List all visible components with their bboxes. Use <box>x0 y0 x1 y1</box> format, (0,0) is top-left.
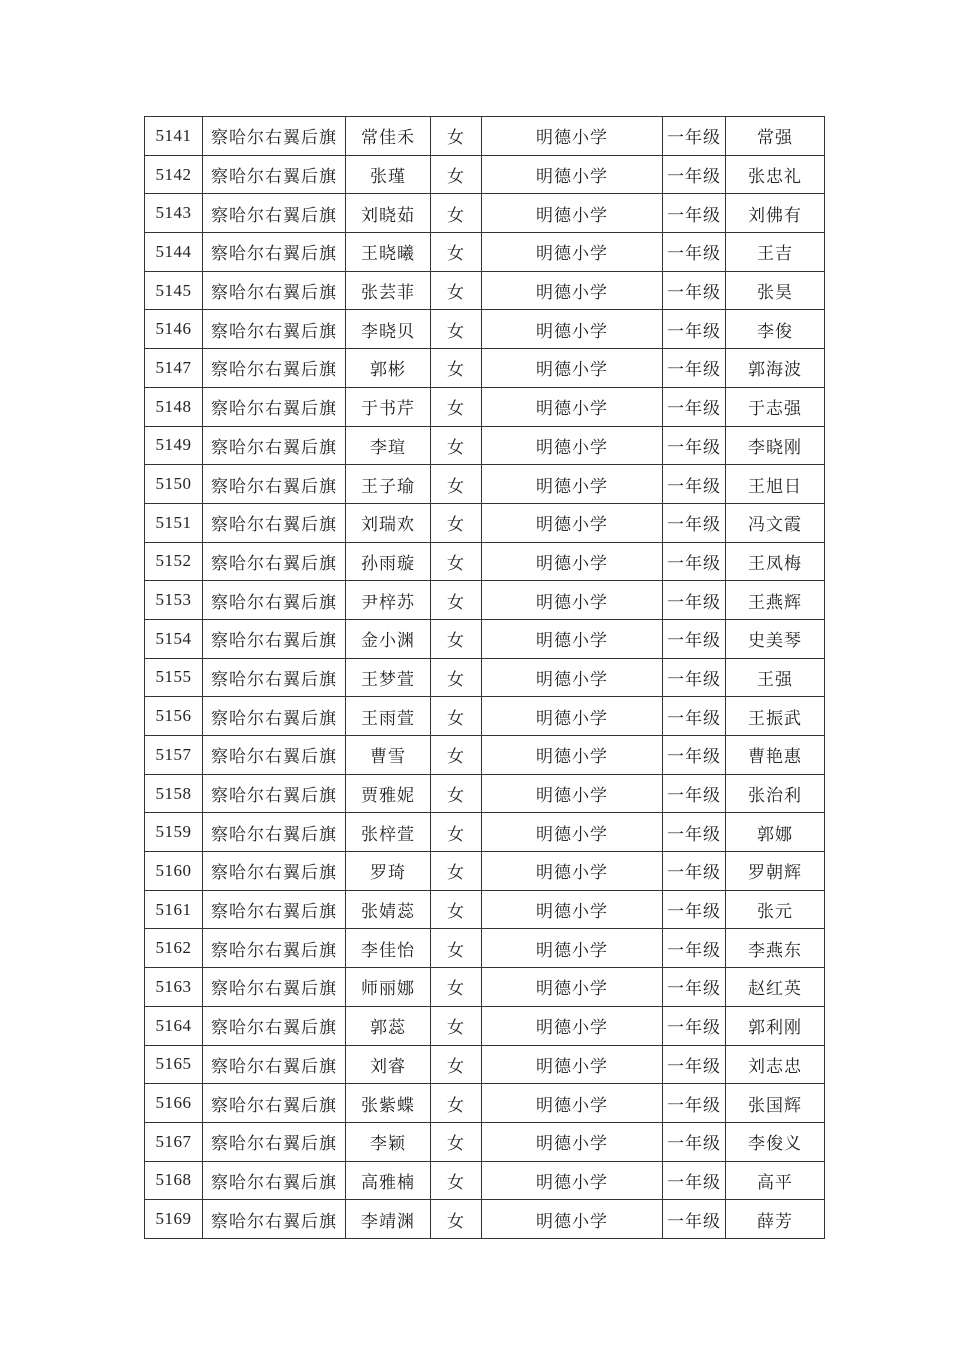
region-cell: 察哈尔右翼后旗 <box>203 1161 346 1200</box>
guardian-name-cell: 薛芳 <box>726 1200 825 1239</box>
gender-cell: 女 <box>431 890 482 929</box>
gender-cell: 女 <box>431 194 482 233</box>
student-name-cell: 尹梓苏 <box>346 581 431 620</box>
guardian-name-cell: 张忠礼 <box>726 155 825 194</box>
guardian-name-cell: 李晓刚 <box>726 426 825 465</box>
gender-cell: 女 <box>431 813 482 852</box>
gender-cell: 女 <box>431 1161 482 1200</box>
table-row <box>145 658 825 697</box>
school-cell: 明德小学 <box>482 1161 663 1200</box>
table-row <box>145 194 825 233</box>
gender-cell: 女 <box>431 581 482 620</box>
table-row <box>145 1200 825 1239</box>
guardian-name-cell: 张昊 <box>726 271 825 310</box>
school-cell: 明德小学 <box>482 929 663 968</box>
row-number-cell: 5169 <box>145 1200 203 1239</box>
student-name-cell: 王晓曦 <box>346 233 431 272</box>
student-name-cell: 师丽娜 <box>346 968 431 1007</box>
row-number-cell: 5146 <box>145 310 203 349</box>
gender-cell: 女 <box>431 852 482 891</box>
table-row <box>145 619 825 658</box>
row-number-cell: 5141 <box>145 117 203 156</box>
student-name-cell: 李靖渊 <box>346 1200 431 1239</box>
gender-cell: 女 <box>431 658 482 697</box>
row-number-cell: 5154 <box>145 619 203 658</box>
row-number-cell: 5159 <box>145 813 203 852</box>
grade-cell: 一年级 <box>663 1200 726 1239</box>
school-cell: 明德小学 <box>482 1045 663 1084</box>
grade-cell: 一年级 <box>663 194 726 233</box>
school-cell: 明德小学 <box>482 1084 663 1123</box>
table-row <box>145 233 825 272</box>
grade-cell: 一年级 <box>663 426 726 465</box>
school-cell: 明德小学 <box>482 387 663 426</box>
guardian-name-cell: 刘志忠 <box>726 1045 825 1084</box>
row-number-cell: 5156 <box>145 697 203 736</box>
school-cell: 明德小学 <box>482 1122 663 1161</box>
row-number-cell: 5158 <box>145 774 203 813</box>
table-row <box>145 155 825 194</box>
school-cell: 明德小学 <box>482 736 663 775</box>
school-cell: 明德小学 <box>482 697 663 736</box>
grade-cell: 一年级 <box>663 658 726 697</box>
gender-cell: 女 <box>431 1084 482 1123</box>
region-cell: 察哈尔右翼后旗 <box>203 349 346 388</box>
gender-cell: 女 <box>431 1006 482 1045</box>
table-row <box>145 890 825 929</box>
table-row <box>145 1084 825 1123</box>
school-cell: 明德小学 <box>482 155 663 194</box>
grade-cell: 一年级 <box>663 581 726 620</box>
school-cell: 明德小学 <box>482 465 663 504</box>
gender-cell: 女 <box>431 1045 482 1084</box>
guardian-name-cell: 高平 <box>726 1161 825 1200</box>
guardian-name-cell: 王燕辉 <box>726 581 825 620</box>
gender-cell: 女 <box>431 736 482 775</box>
student-name-cell: 李晓贝 <box>346 310 431 349</box>
school-cell: 明德小学 <box>482 852 663 891</box>
grade-cell: 一年级 <box>663 1084 726 1123</box>
table-row <box>145 968 825 1007</box>
grade-cell: 一年级 <box>663 233 726 272</box>
gender-cell: 女 <box>431 929 482 968</box>
region-cell: 察哈尔右翼后旗 <box>203 310 346 349</box>
student-name-cell: 刘瑞欢 <box>346 503 431 542</box>
table-row <box>145 426 825 465</box>
gender-cell: 女 <box>431 503 482 542</box>
region-cell: 察哈尔右翼后旗 <box>203 581 346 620</box>
gender-cell: 女 <box>431 697 482 736</box>
grade-cell: 一年级 <box>663 349 726 388</box>
student-name-cell: 王雨萱 <box>346 697 431 736</box>
school-cell: 明德小学 <box>482 968 663 1007</box>
grade-cell: 一年级 <box>663 465 726 504</box>
region-cell: 察哈尔右翼后旗 <box>203 387 346 426</box>
school-cell: 明德小学 <box>482 1200 663 1239</box>
region-cell: 察哈尔右翼后旗 <box>203 658 346 697</box>
guardian-name-cell: 郭娜 <box>726 813 825 852</box>
region-cell: 察哈尔右翼后旗 <box>203 194 346 233</box>
guardian-name-cell: 王旭日 <box>726 465 825 504</box>
table-row <box>145 929 825 968</box>
region-cell: 察哈尔右翼后旗 <box>203 233 346 272</box>
guardian-name-cell: 张治利 <box>726 774 825 813</box>
grade-cell: 一年级 <box>663 155 726 194</box>
school-cell: 明德小学 <box>482 194 663 233</box>
grade-cell: 一年级 <box>663 503 726 542</box>
table-row <box>145 310 825 349</box>
student-roster-table <box>144 116 825 1239</box>
row-number-cell: 5152 <box>145 542 203 581</box>
region-cell: 察哈尔右翼后旗 <box>203 117 346 156</box>
row-number-cell: 5151 <box>145 503 203 542</box>
grade-cell: 一年级 <box>663 1006 726 1045</box>
guardian-name-cell: 张国辉 <box>726 1084 825 1123</box>
region-cell: 察哈尔右翼后旗 <box>203 697 346 736</box>
row-number-cell: 5148 <box>145 387 203 426</box>
table-row <box>145 1045 825 1084</box>
gender-cell: 女 <box>431 349 482 388</box>
gender-cell: 女 <box>431 117 482 156</box>
student-name-cell: 张瑾 <box>346 155 431 194</box>
student-name-cell: 李佳怡 <box>346 929 431 968</box>
roster-body <box>145 117 825 1239</box>
grade-cell: 一年级 <box>663 697 726 736</box>
guardian-name-cell: 于志强 <box>726 387 825 426</box>
table-row <box>145 1122 825 1161</box>
school-cell: 明德小学 <box>482 233 663 272</box>
student-name-cell: 罗琦 <box>346 852 431 891</box>
row-number-cell: 5162 <box>145 929 203 968</box>
table-row <box>145 387 825 426</box>
region-cell: 察哈尔右翼后旗 <box>203 774 346 813</box>
guardian-name-cell: 史美琴 <box>726 619 825 658</box>
guardian-name-cell: 罗朝辉 <box>726 852 825 891</box>
grade-cell: 一年级 <box>663 890 726 929</box>
school-cell: 明德小学 <box>482 271 663 310</box>
school-cell: 明德小学 <box>482 1006 663 1045</box>
row-number-cell: 5144 <box>145 233 203 272</box>
student-name-cell: 曹雪 <box>346 736 431 775</box>
row-number-cell: 5167 <box>145 1122 203 1161</box>
guardian-name-cell: 王振武 <box>726 697 825 736</box>
gender-cell: 女 <box>431 387 482 426</box>
grade-cell: 一年级 <box>663 774 726 813</box>
table-row <box>145 697 825 736</box>
gender-cell: 女 <box>431 1122 482 1161</box>
school-cell: 明德小学 <box>482 890 663 929</box>
grade-cell: 一年级 <box>663 852 726 891</box>
student-name-cell: 高雅楠 <box>346 1161 431 1200</box>
student-name-cell: 于书芹 <box>346 387 431 426</box>
school-cell: 明德小学 <box>482 774 663 813</box>
guardian-name-cell: 王凤梅 <box>726 542 825 581</box>
guardian-name-cell: 郭海波 <box>726 349 825 388</box>
table-row <box>145 581 825 620</box>
row-number-cell: 5160 <box>145 852 203 891</box>
school-cell: 明德小学 <box>482 426 663 465</box>
row-number-cell: 5164 <box>145 1006 203 1045</box>
region-cell: 察哈尔右翼后旗 <box>203 929 346 968</box>
table-row <box>145 774 825 813</box>
table-row <box>145 349 825 388</box>
gender-cell: 女 <box>431 1200 482 1239</box>
student-name-cell: 王梦萱 <box>346 658 431 697</box>
student-name-cell: 郭蕊 <box>346 1006 431 1045</box>
region-cell: 察哈尔右翼后旗 <box>203 465 346 504</box>
row-number-cell: 5147 <box>145 349 203 388</box>
row-number-cell: 5166 <box>145 1084 203 1123</box>
table-row <box>145 852 825 891</box>
gender-cell: 女 <box>431 465 482 504</box>
row-number-cell: 5163 <box>145 968 203 1007</box>
row-number-cell: 5145 <box>145 271 203 310</box>
guardian-name-cell: 李俊义 <box>726 1122 825 1161</box>
grade-cell: 一年级 <box>663 387 726 426</box>
school-cell: 明德小学 <box>482 503 663 542</box>
grade-cell: 一年级 <box>663 310 726 349</box>
region-cell: 察哈尔右翼后旗 <box>203 852 346 891</box>
school-cell: 明德小学 <box>482 619 663 658</box>
student-name-cell: 张婧蕊 <box>346 890 431 929</box>
guardian-name-cell: 李俊 <box>726 310 825 349</box>
guardian-name-cell: 张元 <box>726 890 825 929</box>
guardian-name-cell: 曹艳惠 <box>726 736 825 775</box>
gender-cell: 女 <box>431 155 482 194</box>
region-cell: 察哈尔右翼后旗 <box>203 968 346 1007</box>
region-cell: 察哈尔右翼后旗 <box>203 1006 346 1045</box>
region-cell: 察哈尔右翼后旗 <box>203 1084 346 1123</box>
row-number-cell: 5149 <box>145 426 203 465</box>
grade-cell: 一年级 <box>663 271 726 310</box>
grade-cell: 一年级 <box>663 968 726 1007</box>
row-number-cell: 5142 <box>145 155 203 194</box>
grade-cell: 一年级 <box>663 736 726 775</box>
grade-cell: 一年级 <box>663 813 726 852</box>
region-cell: 察哈尔右翼后旗 <box>203 1122 346 1161</box>
grade-cell: 一年级 <box>663 619 726 658</box>
gender-cell: 女 <box>431 619 482 658</box>
row-number-cell: 5161 <box>145 890 203 929</box>
student-name-cell: 李瑄 <box>346 426 431 465</box>
grade-cell: 一年级 <box>663 542 726 581</box>
grade-cell: 一年级 <box>663 117 726 156</box>
table-row <box>145 271 825 310</box>
row-number-cell: 5157 <box>145 736 203 775</box>
student-name-cell: 张紫蝶 <box>346 1084 431 1123</box>
table-row <box>145 117 825 156</box>
gender-cell: 女 <box>431 310 482 349</box>
region-cell: 察哈尔右翼后旗 <box>203 890 346 929</box>
region-cell: 察哈尔右翼后旗 <box>203 619 346 658</box>
region-cell: 察哈尔右翼后旗 <box>203 1045 346 1084</box>
grade-cell: 一年级 <box>663 1161 726 1200</box>
student-name-cell: 王子瑜 <box>346 465 431 504</box>
guardian-name-cell: 郭利刚 <box>726 1006 825 1045</box>
region-cell: 察哈尔右翼后旗 <box>203 736 346 775</box>
table-row <box>145 542 825 581</box>
grade-cell: 一年级 <box>663 929 726 968</box>
school-cell: 明德小学 <box>482 117 663 156</box>
guardian-name-cell: 王强 <box>726 658 825 697</box>
table-row <box>145 813 825 852</box>
table-row <box>145 465 825 504</box>
gender-cell: 女 <box>431 233 482 272</box>
student-name-cell: 李颖 <box>346 1122 431 1161</box>
grade-cell: 一年级 <box>663 1045 726 1084</box>
region-cell: 察哈尔右翼后旗 <box>203 271 346 310</box>
student-name-cell: 刘睿 <box>346 1045 431 1084</box>
gender-cell: 女 <box>431 968 482 1007</box>
student-name-cell: 孙雨璇 <box>346 542 431 581</box>
table-row <box>145 1006 825 1045</box>
guardian-name-cell: 李燕东 <box>726 929 825 968</box>
row-number-cell: 5168 <box>145 1161 203 1200</box>
student-name-cell: 金小渊 <box>346 619 431 658</box>
school-cell: 明德小学 <box>482 581 663 620</box>
student-name-cell: 贾雅妮 <box>346 774 431 813</box>
row-number-cell: 5150 <box>145 465 203 504</box>
region-cell: 察哈尔右翼后旗 <box>203 813 346 852</box>
school-cell: 明德小学 <box>482 658 663 697</box>
gender-cell: 女 <box>431 542 482 581</box>
row-number-cell: 5165 <box>145 1045 203 1084</box>
gender-cell: 女 <box>431 271 482 310</box>
school-cell: 明德小学 <box>482 542 663 581</box>
table-row <box>145 1161 825 1200</box>
guardian-name-cell: 王吉 <box>726 233 825 272</box>
school-cell: 明德小学 <box>482 349 663 388</box>
student-name-cell: 郭彬 <box>346 349 431 388</box>
region-cell: 察哈尔右翼后旗 <box>203 503 346 542</box>
row-number-cell: 5153 <box>145 581 203 620</box>
gender-cell: 女 <box>431 426 482 465</box>
region-cell: 察哈尔右翼后旗 <box>203 155 346 194</box>
grade-cell: 一年级 <box>663 1122 726 1161</box>
school-cell: 明德小学 <box>482 310 663 349</box>
row-number-cell: 5143 <box>145 194 203 233</box>
student-name-cell: 常佳禾 <box>346 117 431 156</box>
table-row <box>145 736 825 775</box>
student-name-cell: 刘晓茹 <box>346 194 431 233</box>
row-number-cell: 5155 <box>145 658 203 697</box>
guardian-name-cell: 常强 <box>726 117 825 156</box>
table-row <box>145 503 825 542</box>
guardian-name-cell: 赵红英 <box>726 968 825 1007</box>
region-cell: 察哈尔右翼后旗 <box>203 426 346 465</box>
gender-cell: 女 <box>431 774 482 813</box>
region-cell: 察哈尔右翼后旗 <box>203 1200 346 1239</box>
region-cell: 察哈尔右翼后旗 <box>203 542 346 581</box>
school-cell: 明德小学 <box>482 813 663 852</box>
student-name-cell: 张芸菲 <box>346 271 431 310</box>
guardian-name-cell: 冯文霞 <box>726 503 825 542</box>
student-name-cell: 张梓萱 <box>346 813 431 852</box>
guardian-name-cell: 刘佛有 <box>726 194 825 233</box>
